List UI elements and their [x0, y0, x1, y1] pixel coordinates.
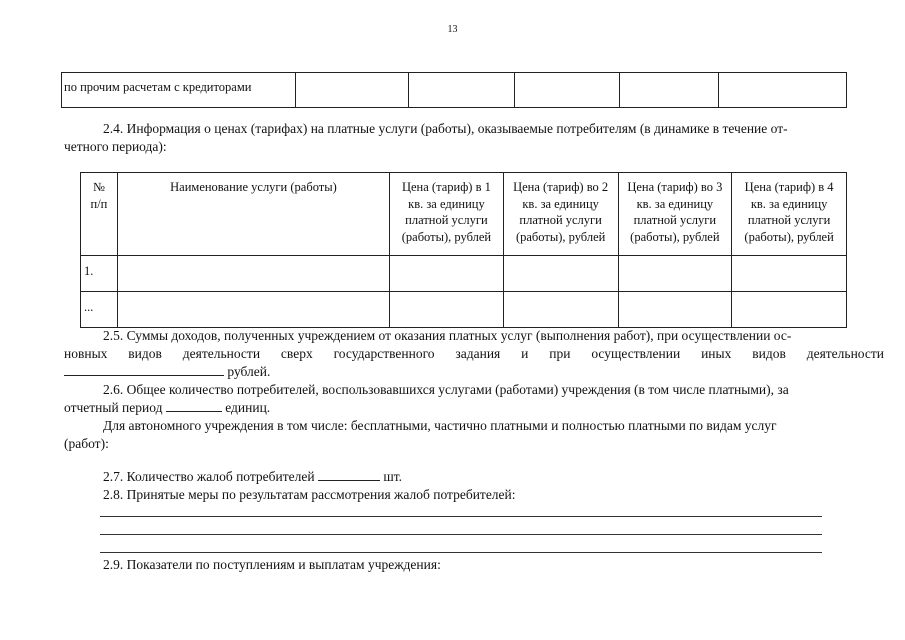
table-cell	[117, 292, 389, 328]
creditors-table	[61, 72, 847, 108]
section-2-4-text: 2.4. Информация о ценах (тарифах) на платные услуги (работы), оказываемые потребителям (в динамике в течение от-	[103, 121, 788, 136]
header-q1-line: кв. за единицу	[408, 196, 485, 211]
income-blank[interactable]	[64, 363, 224, 376]
section-2-8: 2.8. Принятые меры по результатам рассмотрения жалоб потребителей:	[103, 487, 516, 502]
header-service: Наименование услуги (работы)	[117, 173, 389, 256]
table-cell	[732, 256, 847, 292]
section-2-5-line2: новных видов деятельности сверх государственного задания и при осуществлении иных видов деятельности	[64, 346, 884, 361]
section-2-7-prefix: 2.7. Количество жалоб потребителей	[103, 469, 318, 484]
header-q2	[503, 173, 618, 256]
header-q2-line: платной услуги	[519, 213, 602, 227]
header-q3-line: Цена (тариф) во 3	[627, 180, 723, 194]
table-header-row	[81, 173, 847, 256]
section-2-7-suffix: шт.	[380, 469, 403, 484]
header-q1-line: Цена (тариф) в 1	[401, 180, 491, 194]
section-2-5-line3	[64, 363, 270, 381]
header-num-line2: п/п	[90, 196, 108, 211]
section-2-6-line2	[64, 399, 270, 417]
header-num	[81, 173, 118, 256]
row-number: ...	[81, 292, 118, 328]
section-2-4-text-cont: четного периода):	[64, 139, 167, 154]
page-number: 13	[447, 24, 458, 35]
table-cell	[390, 292, 504, 328]
header-q1-line: платной услуги	[405, 213, 488, 227]
table-cell	[618, 256, 732, 292]
section-2-6-line1: 2.6. Общее количество потребителей, воспользовавшихся услугами (работами) учреждения (в том числе платными), за	[103, 382, 789, 397]
header-num-line1: №	[92, 180, 105, 194]
header-q4	[732, 173, 847, 256]
measures-line-3[interactable]	[100, 552, 822, 553]
table-cell	[620, 73, 719, 108]
table-row	[81, 256, 847, 292]
table-cell	[390, 256, 504, 292]
header-q4-line: (работы), рублей	[744, 229, 834, 244]
header-q4-line: кв. за единицу	[750, 196, 828, 211]
row-number: 1.	[81, 256, 118, 292]
header-q2-line: Цена (тариф) во 2	[513, 180, 609, 194]
table-row	[81, 292, 847, 328]
section-2-7	[103, 468, 402, 486]
section-2-6-prefix: отчетный период	[64, 400, 166, 415]
row-label: по прочим расчетам с кредиторами	[62, 73, 296, 108]
table-cell	[409, 73, 514, 108]
header-q3	[618, 173, 732, 256]
consumers-count-blank[interactable]	[166, 399, 222, 412]
measures-line-2[interactable]	[100, 534, 822, 535]
table-cell	[503, 256, 618, 292]
section-2-9: 2.9. Показатели по поступлениям и выплатам учреждения:	[103, 557, 441, 572]
complaints-count-blank[interactable]	[318, 468, 380, 481]
header-q4-line: Цена (тариф) в 4	[744, 180, 834, 194]
table-cell	[618, 292, 732, 328]
header-q3-line: кв. за единицу	[636, 196, 714, 211]
price-table	[80, 172, 847, 328]
autonomous-note-line2: (работ):	[64, 436, 109, 451]
table-cell	[719, 73, 847, 108]
table-cell	[295, 73, 408, 108]
table-cell	[117, 256, 389, 292]
header-q2-line: (работы), рублей	[515, 229, 606, 244]
header-q3-line: (работы), рублей	[630, 229, 720, 244]
table-cell	[514, 73, 619, 108]
header-q2-line: кв. за единицу	[522, 196, 599, 211]
header-q1	[390, 173, 504, 256]
table-row	[62, 73, 847, 108]
measures-line-1[interactable]	[100, 516, 822, 517]
header-q3-line: платной услуги	[633, 213, 717, 227]
header-q4-line: платной услуги	[747, 213, 831, 227]
section-2-5-suffix: рублей.	[224, 364, 271, 379]
table-cell	[732, 292, 847, 328]
table-cell	[503, 292, 618, 328]
section-2-5-line1: 2.5. Суммы доходов, полученных учреждением от оказания платных услуг (выполнения работ), при осуществлении ос-	[103, 328, 792, 343]
section-2-6-suffix: единиц.	[221, 400, 271, 415]
header-q1-line: (работы), рублей	[401, 229, 492, 244]
autonomous-note-line1: Для автономного учреждения в том числе: бесплатными, частично платными и полностью платными по видам услуг	[103, 418, 777, 433]
